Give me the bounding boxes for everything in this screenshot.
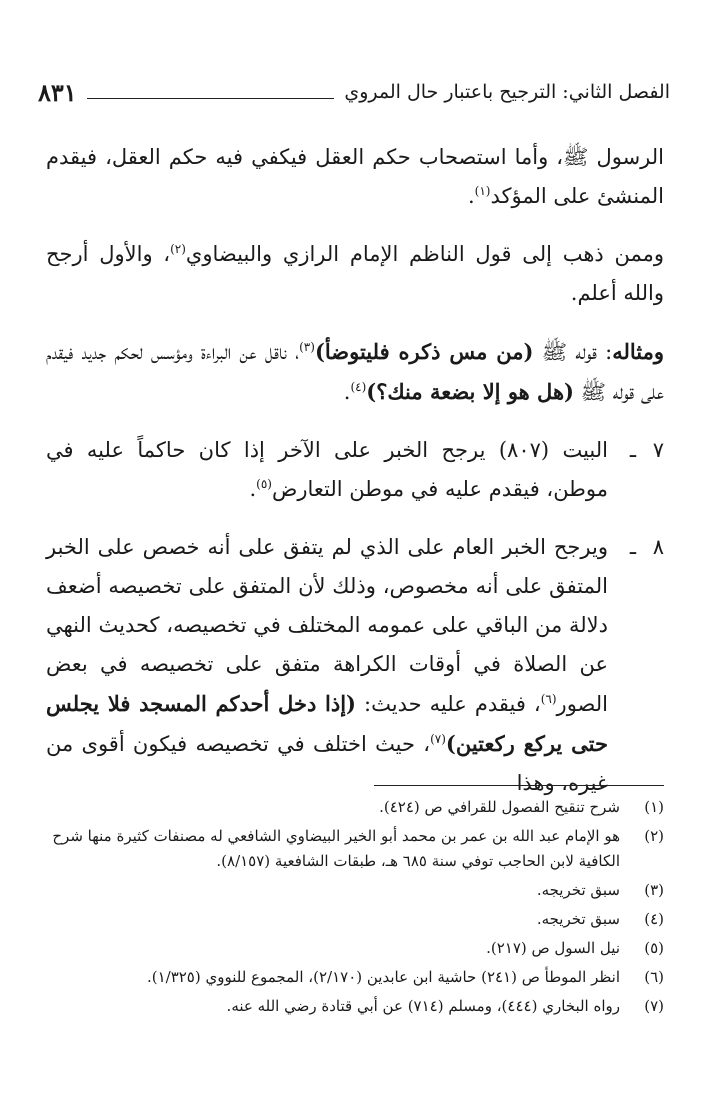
footnote: (٥) نيل السول ص (٢١٧). bbox=[486, 939, 664, 957]
example-label: ومثاله bbox=[612, 339, 665, 364]
footnote-ref: (٧) bbox=[430, 732, 446, 746]
footnote-ref: (٥) bbox=[256, 477, 272, 491]
header-rule bbox=[87, 98, 335, 99]
footnotes bbox=[44, 795, 664, 1023]
footnote-ref: (١) bbox=[474, 184, 491, 198]
footnote: (٣) سبق تخريجه. bbox=[536, 881, 664, 899]
numbered-item-7: ٧ ـ البيت (٨٠٧) يرجح الخبر على الآخر إذا كان حاكماً عليه في موطن، فيقدم عليه في موطن التعارض$^{(٥)}$. bbox=[46, 431, 664, 509]
numbered-item-8: ٨ ـ ويرجح الخبر العام على الذي لم يتفق على أنه خصص على الخبر المتفق على أنه مخصوص، وذلك لأن المتفق على تخصيصه أضعف دلالة من الباقي على عمومه المختلف في تخصيصه، كحديث النهي عن الصلاة في أوقات الكراهة متفق على تخصيصه في بعض الصور$^{(٦)}$، فيقدم عليه حديث: (إذا دخل أحدكم المسجد فلا يجلس حتى يركع ركعتين)$^{(٧)}$، حيث اختلف في تخصيصه فيكون أقوى من غيره، وهذا bbox=[46, 528, 664, 803]
item-dash: ـ bbox=[629, 535, 636, 559]
footnote: (٦) انظر الموطأ ص (٢٤١) حاشية ابن عابدين (٢/١٧٠)، المجموع للنووي (١/٣٢٥). bbox=[146, 968, 664, 986]
page-number: ٨٣١ bbox=[38, 77, 77, 107]
running-header bbox=[38, 74, 670, 110]
footnote-ref: (٣) bbox=[299, 340, 315, 354]
main-text bbox=[46, 138, 664, 822]
hadith-quote: (إذا دخل أحدكم المسجد فلا يجلس حتى يركع ركعتين) bbox=[46, 691, 608, 756]
item-number: ٨ bbox=[652, 535, 664, 559]
footnote: (٢) هو الإمام عبد الله بن عمر بن محمد أبو الخير البيضاوي الشافعي له مصنفات كثيرة منها شرح الكافية لابن الحاجب توفي سنة ٦٨٥ هـ، طبقات الشافعية (٨/١٥٧). bbox=[52, 827, 664, 870]
footnote: (١) شرح تنقيح الفصول للقرافي ص (٤٢٤). bbox=[379, 798, 664, 816]
footnote-ref: (٦) bbox=[540, 692, 557, 706]
hadith-quote: (من مس ذكره فليتوضأ) bbox=[314, 339, 534, 364]
footnote-ref: (٤) bbox=[350, 380, 367, 394]
paragraph-3: ومثاله: قوله ﷺ (من مس ذكره فليتوضأ)$^{(٣)}$، ناقل عن البراءة ومؤسس لحكم جديد فيقدم على قوله ﷺ (هل هو إلا بضعة منك؟)$^{(٤)}$. bbox=[46, 339, 665, 404]
hadith-quote: (هل هو إلا بضعة منك؟) bbox=[366, 379, 574, 404]
paragraph-1: الرسول ﷺ، وأما استصحاب حكم العقل فيكفي فيه حكم العقل، فيقدم المنشئ على المؤكد$^{(١)}$. bbox=[46, 145, 664, 208]
footnote-separator bbox=[374, 785, 664, 786]
paragraph-2: وممن ذهب إلى قول الناظم الإمام الرازي والبيضاوي$^{(٢)}$، والأول أرجح والله أعلم. bbox=[46, 242, 664, 305]
item-number: ٧ bbox=[652, 438, 664, 462]
footnote: (٧) رواه البخاري (٤٤٤)، ومسلم (٧١٤) عن أبي قتادة رضي الله عنه. bbox=[226, 997, 664, 1015]
chapter-title: الفصل الثاني: الترجيح باعتبار حال المروي bbox=[344, 81, 670, 103]
footnote-ref: (٢) bbox=[170, 242, 186, 256]
item-dash: ـ bbox=[629, 438, 636, 462]
footnote: (٤) سبق تخريجه. bbox=[536, 910, 664, 928]
